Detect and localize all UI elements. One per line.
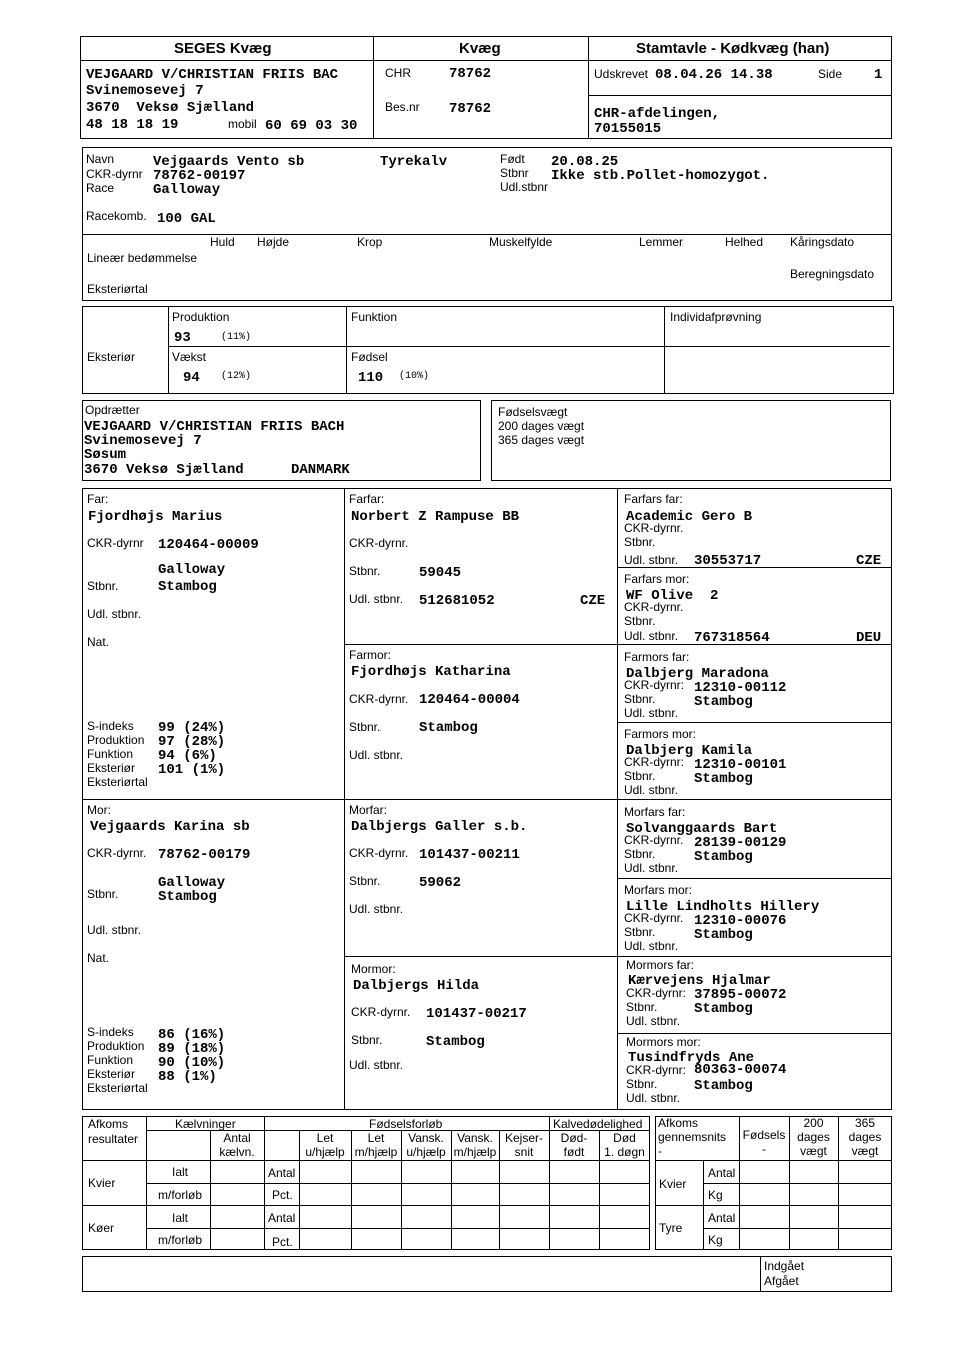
gg-udl-label: Udl. stbnr. xyxy=(624,553,679,567)
beregningsdato-label: Beregningsdato xyxy=(790,267,875,281)
eksterior-label: Eksteriør xyxy=(87,350,135,364)
kvier-avg-label: Kvier xyxy=(659,1177,687,1191)
mor-ckr: 78762-00179 xyxy=(158,847,251,863)
divider xyxy=(168,306,169,394)
gg-ckr: 80363-00074 xyxy=(694,1062,787,1078)
vaegt365-label: 365 dages vægt xyxy=(498,433,585,447)
mormor-ckr-label: CKR-dyrnr. xyxy=(351,1005,411,1019)
morfar-udl-label: Udl. stbnr. xyxy=(349,902,404,916)
mor-eksterior: 88 (1%) xyxy=(158,1069,217,1085)
divider xyxy=(80,60,892,61)
indgaet-label: Indgået xyxy=(764,1259,805,1273)
gg-label: Morfars far: xyxy=(624,805,686,819)
gg-ckr: 37895-00072 xyxy=(694,987,787,1003)
huld-label: Huld xyxy=(210,235,235,249)
gg-stbnr: Stambog xyxy=(694,1001,753,1017)
gg-name: Dalbjerg Kamila xyxy=(626,743,753,759)
vaekst-value: 94 xyxy=(183,370,200,386)
mor-race: Galloway xyxy=(158,875,226,891)
side-label: Side xyxy=(818,67,843,81)
fodsel-value: 110 xyxy=(358,370,384,386)
farmor-udl-label: Udl. stbnr. xyxy=(349,748,404,762)
breeder-street: Svinemosevej 7 xyxy=(84,433,202,449)
chr-value: 78762 xyxy=(449,66,492,82)
gg-udl-label: Udl. stbnr. xyxy=(624,706,679,720)
category-title: Kvæg xyxy=(459,40,501,57)
let-u-header: Let u/hjælp xyxy=(305,1131,345,1159)
mor-eksteriortal-label: Eksteriørtal xyxy=(87,1081,148,1095)
gg-ckr: 12310-00076 xyxy=(694,913,787,929)
mor-eksterior-label: Eksteriør xyxy=(87,1067,135,1081)
far-udl-label: Udl. stbnr. xyxy=(87,607,142,621)
owner-name: VEJGAARD V/CHRISTIAN FRIIS BAC xyxy=(86,67,339,83)
gg-label: Farfars mor: xyxy=(624,572,690,586)
mor-stbnr: Stambog xyxy=(158,889,217,905)
let-m-header: Let m/hjælp xyxy=(354,1131,398,1159)
divider xyxy=(346,306,347,394)
gg-udl: 767318564 xyxy=(694,630,770,646)
mormor-stbnr-label: Stbnr. xyxy=(351,1033,383,1047)
morfar-stbnr-label: Stbnr. xyxy=(349,874,381,888)
morfar-stbnr: 59062 xyxy=(419,875,462,891)
mor-produktion: 89 (18%) xyxy=(158,1041,226,1057)
breeder-country: DANMARK xyxy=(291,462,350,478)
gg-udl-label: Udl. stbnr. xyxy=(624,939,679,953)
far-funktion-label: Funktion xyxy=(87,747,134,761)
gg-ckr-label: CKR-dyrnr: xyxy=(626,1063,687,1077)
navn-label: Navn xyxy=(86,152,115,166)
gg-ckr-label: CKR-dyrnr: xyxy=(626,986,687,1000)
tyre-label: Tyre xyxy=(659,1221,683,1235)
dept-line2: 70155015 xyxy=(594,121,662,137)
vansk-m-header: Vansk. m/hjælp xyxy=(453,1131,497,1159)
morfar-name: Dalbjergs Galler s.b. xyxy=(351,819,528,835)
gg-stbnr-label: Stbnr. xyxy=(624,535,656,549)
afgaet-label: Afgået xyxy=(764,1274,799,1288)
gg-label: Morfars mor: xyxy=(624,883,693,897)
gg-stbnr: Stambog xyxy=(694,849,753,865)
divider xyxy=(588,95,892,96)
gg-ckr: 12310-00101 xyxy=(694,757,787,773)
koer-label: Køer xyxy=(88,1221,115,1235)
kejsersnit-header: Kejser- snit xyxy=(504,1131,543,1159)
krop-label: Krop xyxy=(357,235,383,249)
farfar-udl: 512681052 xyxy=(419,593,495,609)
breeder-label: Opdrætter xyxy=(85,403,140,417)
gg-stbnr-label: Stbnr. xyxy=(624,614,656,628)
animal-stbnr: Ikke stb.Pollet-homozygot. xyxy=(551,168,770,184)
antal-label: Antal xyxy=(268,1166,296,1180)
gg-label: Mormors far: xyxy=(626,958,695,972)
mor-funktion: 90 (10%) xyxy=(158,1055,226,1071)
gg-stbnr: Stambog xyxy=(694,1078,753,1094)
ialt-label: Ialt xyxy=(172,1165,189,1179)
breeder-city: 3670 Veksø Sjælland xyxy=(84,462,244,478)
gg-name: Kærvejens Hjalmar xyxy=(628,973,771,989)
race-label: Race xyxy=(86,181,115,195)
divider xyxy=(344,644,892,645)
chr-label: CHR xyxy=(385,66,411,80)
gg-label: Farmors far: xyxy=(624,650,690,664)
mor-sindeks: 86 (16%) xyxy=(158,1027,226,1043)
gg-ckr-label: CKR-dyrnr. xyxy=(624,521,684,535)
divider xyxy=(588,36,589,139)
owner-street: Svinemosevej 7 xyxy=(86,83,204,99)
fodt-label: Født xyxy=(500,152,525,166)
udskrevet-label: Udskrevet xyxy=(594,67,649,81)
morfar-label: Morfar: xyxy=(349,803,388,817)
kaelvninger-label: Kælvninger xyxy=(175,1117,236,1131)
divider xyxy=(168,346,890,347)
gg-name: WF Olive 2 xyxy=(626,588,719,604)
far-label: Far: xyxy=(87,492,109,506)
farmor-name: Fjordhøjs Katharina xyxy=(351,664,511,680)
far-sindeks-label: S-indeks xyxy=(87,719,134,733)
afkoms-label: Afkoms xyxy=(88,1117,129,1131)
mforlob-label: m/forløb xyxy=(158,1233,203,1247)
antal-label: Antal xyxy=(708,1211,736,1225)
farfar-label: Farfar: xyxy=(349,492,385,506)
farmor-ckr: 120464-00004 xyxy=(419,692,520,708)
gg-name: Dalbjerg Maradona xyxy=(626,666,769,682)
farmor-label: Farmor: xyxy=(349,648,391,662)
side-value: 1 xyxy=(874,67,883,83)
pct-label: Pct. xyxy=(272,1188,293,1202)
produktion-value: 93 xyxy=(174,330,191,346)
far-ckr: 120464-00009 xyxy=(158,537,259,553)
fodsels-header: Fødsels - xyxy=(742,1128,786,1156)
antal-kaelvn-header: Antal kælvn. xyxy=(219,1131,255,1159)
breeder-area: Søsum xyxy=(84,447,127,463)
besnr-label: Bes.nr xyxy=(385,100,420,114)
mor-sindeks-label: S-indeks xyxy=(87,1025,134,1039)
far-name: Fjordhøjs Marius xyxy=(88,509,223,525)
gg-name: Tusindfryds Ane xyxy=(628,1050,755,1066)
gg-country: CZE xyxy=(856,553,882,569)
vansk-u-header: Vansk. u/hjælp xyxy=(406,1131,446,1159)
mobile-label: mobil xyxy=(228,117,257,131)
antal-label: Antal xyxy=(708,1166,736,1180)
gg-stbnr: Stambog xyxy=(694,927,753,943)
mor-name: Vejgaards Karina sb xyxy=(90,819,250,835)
gg-udl-label: Udl. stbnr. xyxy=(624,629,679,643)
farfar-udl-label: Udl. stbnr. xyxy=(349,592,404,606)
gg-stbnr-label: Stbnr. xyxy=(626,1000,658,1014)
gg-name: Academic Gero B xyxy=(626,509,753,525)
produktion-pct: (11%) xyxy=(221,332,252,343)
mor-nat-label: Nat. xyxy=(87,951,110,965)
animal-name: Vejgaards Vento sb xyxy=(153,154,305,170)
individafprovning-label: Individafprøvning xyxy=(670,310,762,324)
farmor-stbnr-label: Stbnr. xyxy=(349,720,381,734)
divider xyxy=(617,722,892,723)
gg-stbnr: Stambog xyxy=(694,694,753,710)
helhed-label: Helhed xyxy=(725,235,764,249)
gg-udl-label: Udl. stbnr. xyxy=(626,1014,681,1028)
besnr-value: 78762 xyxy=(449,101,492,117)
gg-ckr-label: CKR-dyrnr. xyxy=(624,911,684,925)
divider xyxy=(344,956,892,957)
gg-udl-label: Udl. stbnr. xyxy=(624,861,679,875)
lemmer-label: Lemmer xyxy=(639,235,684,249)
gg-stbnr-label: Stbnr. xyxy=(626,1077,658,1091)
gg-ckr-label: CKR-dyrnr. xyxy=(624,833,684,847)
gg-name: Solvanggaards Bart xyxy=(626,821,778,837)
mor-udl-label: Udl. stbnr. xyxy=(87,923,142,937)
morfar-ckr: 101437-00211 xyxy=(419,847,520,863)
mor-funktion-label: Funktion xyxy=(87,1053,134,1067)
farfar-country: CZE xyxy=(580,593,606,609)
divider xyxy=(617,878,892,879)
mor-label: Mor: xyxy=(87,803,111,817)
animal-born: 20.08.25 xyxy=(551,154,619,170)
stbnr-label: Stbnr xyxy=(500,166,529,180)
morfar-ckr-label: CKR-dyrnr. xyxy=(349,846,409,860)
animal-ckr: 78762-00197 xyxy=(153,168,246,184)
vaekst-label: Vækst xyxy=(172,350,207,364)
produktion-label: Produktion xyxy=(172,310,230,324)
mor-stbnr-label: Stbnr. xyxy=(87,887,119,901)
gg-stbnr: Stambog xyxy=(694,771,753,787)
mor-ckr-label: CKR-dyrnr. xyxy=(87,846,147,860)
mormor-label: Mormor: xyxy=(351,962,396,976)
far-stbnr: Stambog xyxy=(158,579,217,595)
farfar-stbnr: 59045 xyxy=(419,565,462,581)
d365-header: 365 dages vægt xyxy=(848,1116,882,1158)
racekomb-value: 100 GAL xyxy=(157,211,216,227)
far-eksterior: 101 (1%) xyxy=(158,762,226,778)
far-produktion: 97 (28%) xyxy=(158,734,226,750)
kvier-label: Kvier xyxy=(88,1176,116,1190)
kalvedodelighed-label: Kalvedødelighed xyxy=(553,1117,643,1131)
gg-name: Lille Lindholts Hillery xyxy=(626,899,820,915)
gg-stbnr-label: Stbnr. xyxy=(624,769,656,783)
farmor-ckr-label: CKR-dyrnr. xyxy=(349,692,409,706)
vaekst-pct: (12%) xyxy=(221,371,252,382)
gg-stbnr-label: Stbnr. xyxy=(624,847,656,861)
document-title: Stamtavle - Kødkvæg (han) xyxy=(636,40,830,57)
far-produktion-label: Produktion xyxy=(87,733,145,747)
kg-label: Kg xyxy=(708,1233,723,1247)
resultater-label: resultater xyxy=(88,1132,139,1146)
muskelfylde-label: Muskelfylde xyxy=(489,235,553,249)
far-ckr-label: CKR-dyrnr xyxy=(87,536,144,550)
pct-label: Pct. xyxy=(272,1235,293,1249)
divider xyxy=(82,234,892,235)
gg-udl-label: Udl. stbnr. xyxy=(626,1091,681,1105)
dept-line1: CHR-afdelingen, xyxy=(594,106,721,122)
gg-country: DEU xyxy=(856,630,882,646)
ckr-label: CKR-dyrnr xyxy=(86,167,143,181)
fodselsforlob-label: Fødselsforløb xyxy=(369,1117,443,1131)
gg-label: Farfars far: xyxy=(624,492,683,506)
hojde-label: Højde xyxy=(257,235,290,249)
vaegt200-label: 200 dages vægt xyxy=(498,419,585,433)
farfar-ckr-label: CKR-dyrnr. xyxy=(349,536,409,550)
udl-stbnr-label: Udl.stbnr xyxy=(500,180,549,194)
gg-stbnr-label: Stbnr. xyxy=(624,925,656,939)
fodsel-label: Fødsel xyxy=(351,350,388,364)
mforlob-label: m/forløb xyxy=(158,1188,203,1202)
dod1-header: Død 1. døgn xyxy=(604,1131,645,1159)
farfar-stbnr-label: Stbnr. xyxy=(349,564,381,578)
animal-type: Tyrekalv xyxy=(380,154,448,170)
gg-stbnr-label: Stbnr. xyxy=(624,692,656,706)
afk-gns-header: Afkoms gennemsnits - xyxy=(658,1116,727,1158)
gg-ckr: 12310-00112 xyxy=(694,680,787,696)
gg-ckr: 28139-00129 xyxy=(694,835,787,851)
racekomb-label: Racekomb. xyxy=(86,209,147,223)
divider xyxy=(373,36,374,139)
divider xyxy=(664,306,665,394)
farfar-name: Norbert Z Rampuse BB xyxy=(351,509,520,525)
linear-label: Lineær bedømmelse xyxy=(87,251,198,265)
mormor-ckr: 101437-00217 xyxy=(426,1006,527,1022)
gg-ckr-label: CKR-dyrnr: xyxy=(624,678,685,692)
kg-label: Kg xyxy=(708,1188,723,1202)
mormor-udl-label: Udl. stbnr. xyxy=(349,1058,404,1072)
gg-ckr-label: CKR-dyrnr. xyxy=(624,600,684,614)
org-title: SEGES Kvæg xyxy=(174,40,272,57)
mormor-stbnr: Stambog xyxy=(426,1034,485,1050)
far-eksterior-label: Eksteriør xyxy=(87,761,135,775)
fodselsvaegt-label: Fødselsvægt xyxy=(498,405,568,419)
ialt-label: Ialt xyxy=(172,1211,189,1225)
d200-header: 200 dages vægt xyxy=(797,1116,830,1158)
gg-udl-label: Udl. stbnr. xyxy=(624,783,679,797)
animal-race: Galloway xyxy=(153,182,221,198)
karingsdato-label: Kåringsdato xyxy=(790,235,855,249)
gg-ckr-label: CKR-dyrnr: xyxy=(624,755,685,769)
mor-produktion-label: Produktion xyxy=(87,1039,145,1053)
far-funktion: 94 (6%) xyxy=(158,748,217,764)
far-race: Galloway xyxy=(158,562,226,578)
divider xyxy=(82,799,892,800)
udskrevet-value: 08.04.26 14.38 xyxy=(655,67,773,83)
far-stbnr-label: Stbnr. xyxy=(87,579,119,593)
owner-phone: 48 18 18 19 xyxy=(86,117,179,133)
mormor-name: Dalbjergs Hilda xyxy=(353,978,480,994)
eksteriortal-label: Eksteriørtal xyxy=(87,282,148,296)
owner-mobile: 60 69 03 30 xyxy=(265,118,358,134)
farmor-stbnr: Stambog xyxy=(419,720,478,736)
breeder-name: VEJGAARD V/CHRISTIAN FRIIS BACH xyxy=(84,419,345,435)
funktion-label: Funktion xyxy=(351,310,398,324)
divider xyxy=(617,1033,892,1034)
dodfodt-header: Død- født xyxy=(560,1131,588,1159)
far-sindeks: 99 (24%) xyxy=(158,720,226,736)
far-nat-label: Nat. xyxy=(87,635,110,649)
fodsel-pct: (10%) xyxy=(399,371,430,382)
gg-label: Mormors mor: xyxy=(626,1035,701,1049)
antal-label: Antal xyxy=(268,1211,296,1225)
far-eksteriortal-label: Eksteriørtal xyxy=(87,775,148,789)
owner-city: 3670 Veksø Sjælland xyxy=(86,100,255,116)
gg-udl: 30553717 xyxy=(694,553,762,569)
gg-label: Farmors mor: xyxy=(624,727,696,741)
